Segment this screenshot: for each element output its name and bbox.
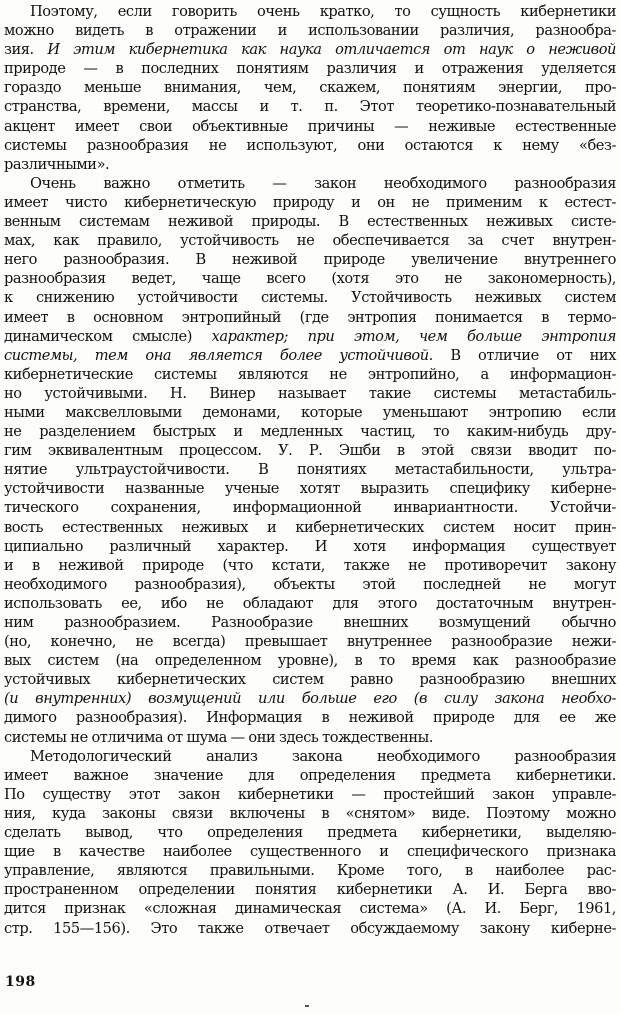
- text-run: венным системам неживой природы. В естественных неживых систе-: [4, 213, 616, 231]
- italic-text-run: (в силу закона необхо-: [396, 690, 616, 708]
- print-speck: [305, 1005, 309, 1007]
- text-run: Методологический анализ закона необходимого разнообразия: [30, 747, 616, 765]
- text-run: По существу этот закон кибернетики — простейший закон управле-: [4, 785, 616, 803]
- text-run: и в неживой природе (что кстати, также не противоречит закону: [4, 556, 616, 574]
- text-line: [4, 174, 616, 193]
- text-line: [4, 441, 616, 460]
- text-line: [4, 670, 616, 689]
- text-run: имеет важное значение для определения предмета кибернетики.: [4, 766, 616, 784]
- text-run: вых систем (на определенном уровне), в то время как разнообразие: [4, 652, 616, 670]
- text-line: [4, 861, 616, 880]
- text-line: [4, 422, 616, 441]
- text-line: [4, 250, 616, 269]
- text-run: (но, конечно, не всегда) превышает внутреннее разнообразие нежи-: [4, 633, 616, 651]
- text-run: различными».: [4, 155, 110, 173]
- text-line: [4, 518, 616, 537]
- text-run: кибернетические системы являются не энтропийно, а информацион-: [4, 365, 616, 383]
- text-run: тического сохранения, информационной инвариантности. Устойчи-: [4, 499, 616, 517]
- text-run: вость естественных неживых и кибернетических систем носит прин-: [4, 518, 616, 536]
- text-line: [4, 632, 616, 651]
- text-line: [4, 97, 616, 116]
- text-line: [4, 231, 616, 250]
- text-line: [4, 766, 616, 785]
- text-run: но устойчивыми. Н. Винер называет такие системы метастабиль-: [4, 384, 616, 402]
- text-line: [4, 747, 616, 766]
- text-run: него разнообразия. В неживой природе увеличение внутреннего: [4, 251, 616, 269]
- text-run: имеет чисто кибернетическую природу и он не применим к естест-: [4, 193, 616, 211]
- text-line: [4, 498, 616, 517]
- text-run: акцент имеет свои объективные причины — неживые естественные: [4, 117, 616, 135]
- text-line: [4, 2, 616, 21]
- text-line: [4, 651, 616, 670]
- italic-text-run: характер; при этом, чем больше энтропия: [211, 327, 616, 345]
- italic-text-run: возмущений или больше его: [148, 690, 397, 708]
- text-line: [4, 689, 616, 708]
- text-run: сделать вывод, что определения предмета кибернетики, выделяю-: [4, 824, 616, 842]
- text-run: устойчивых кибернетических систем равно разнообразию внешних: [4, 671, 616, 689]
- text-line: [4, 537, 616, 556]
- text-line: [4, 708, 616, 727]
- text-run: Поэтому, если говорить очень кратко, то сущность кибернетики: [30, 3, 616, 20]
- text-run: управление, являются правильными. Кроме того, в наиболее рас-: [4, 862, 616, 880]
- text-line: [4, 899, 616, 918]
- text-line: [4, 78, 616, 97]
- text-line: [4, 728, 616, 747]
- text-run: пространенном определении понятия кибернетики А. И. Берга вво-: [4, 881, 616, 899]
- text-line: [4, 21, 616, 40]
- page-number: 198: [5, 974, 36, 990]
- text-line: [4, 384, 616, 403]
- text-run: не разделением быстрых и медленных частиц, то каким-нибудь дру-: [4, 423, 616, 441]
- text-run: можно видеть в отражении и использовании различия, разнообра-: [4, 22, 616, 40]
- text-line: [4, 880, 616, 899]
- text-line: [4, 823, 616, 842]
- text-run: ним разнообразием. Разнообразие внешних возмущений обычно: [4, 614, 616, 631]
- text-run: ными максвелловыми демонами, которые уменьшают энтропию если: [4, 403, 616, 421]
- text-line: [4, 40, 616, 59]
- text-line: [4, 212, 616, 231]
- italic-text-run: (и внутренних): [4, 690, 149, 708]
- text-line: [4, 269, 616, 288]
- text-line: [4, 365, 616, 384]
- text-run: имеет в основном энтропийный (где энтропия понимается в термо-: [4, 308, 616, 326]
- text-line: [4, 403, 616, 422]
- text-line: [4, 136, 616, 155]
- text-run: странства, времени, массы и т. п. Этот теоретико-познавательный: [4, 98, 616, 116]
- text-line: [4, 556, 616, 575]
- text-line: [4, 193, 616, 212]
- body-text: [4, 2, 616, 938]
- text-run: щие в качестве наиболее существенного и специфического признака: [4, 843, 616, 861]
- text-run: системы не отличима от шума — они здесь тождественны.: [4, 728, 433, 746]
- text-line: [4, 613, 616, 632]
- text-run: ципиально различный характер. И хотя информация существует: [4, 537, 616, 555]
- text-run: ния, куда законы связи включены в «снятом» виде. Поэтому можно: [4, 804, 616, 822]
- text-line: [4, 327, 616, 346]
- text-line: [4, 117, 616, 136]
- italic-text-run: И этим кибернетика как наука отличается от наук о неживой: [47, 41, 617, 59]
- text-line: [4, 155, 616, 174]
- text-run: дится признак «сложная динамическая система» (А. И. Берг, 1961,: [4, 900, 616, 918]
- text-run: стр. 155—156). Это также отвечает обсуждаемому закону киберне-: [4, 919, 616, 937]
- text-line: [4, 594, 616, 613]
- text-run: природе — в последних понятиям различия и отражения уделяется: [4, 60, 616, 78]
- text-run: системы разнообразия не используют, они остаются к нему «без-: [4, 136, 616, 154]
- text-run: димого разнообразия). Информация в неживой природе для ее же: [4, 709, 616, 727]
- italic-text-run: системы, тем она является более устойчивой: [4, 346, 429, 364]
- text-run: необходимого разнообразия), объекты этой последней не могут: [4, 575, 616, 593]
- text-run: к снижению устойчивости системы. Устойчивость неживых систем: [4, 289, 616, 307]
- text-line: [4, 804, 616, 823]
- text-line: [4, 308, 616, 327]
- text-run: Очень важно отметить — закон необходимого разнообразия: [30, 174, 616, 192]
- text-line: [4, 785, 616, 804]
- text-run: динамическом смысле): [4, 327, 212, 345]
- text-run: зия.: [4, 41, 48, 59]
- text-line: [4, 479, 616, 498]
- text-line: [4, 59, 616, 78]
- text-line: [4, 575, 616, 594]
- text-line: [4, 460, 616, 479]
- text-run: разнообразия ведет, чаще всего (хотя это не закономерность),: [4, 270, 616, 288]
- text-run: гораздо меньше внимания, чем, скажем, понятиям энергии, про-: [4, 79, 616, 97]
- text-line: [4, 919, 616, 938]
- text-line: [4, 346, 616, 365]
- text-run: гим эквивалентным процессом. У. Р. Эшби в этой связи вводит по-: [4, 442, 616, 460]
- text-run: . В отличие от них: [428, 346, 616, 364]
- text-line: [4, 288, 616, 307]
- text-run: мах, как правило, устойчивость не обеспечивается за счет внутрен-: [4, 232, 616, 250]
- text-run: нятие ультраустойчивости. В понятиях метастабильности, ультра-: [4, 461, 616, 479]
- text-run: использовать ее, ибо не обладают для этого достаточным внутрен-: [4, 594, 616, 612]
- text-run: устойчивости названные ученые хотят выразить специфику киберне-: [4, 480, 616, 498]
- text-line: [4, 842, 616, 861]
